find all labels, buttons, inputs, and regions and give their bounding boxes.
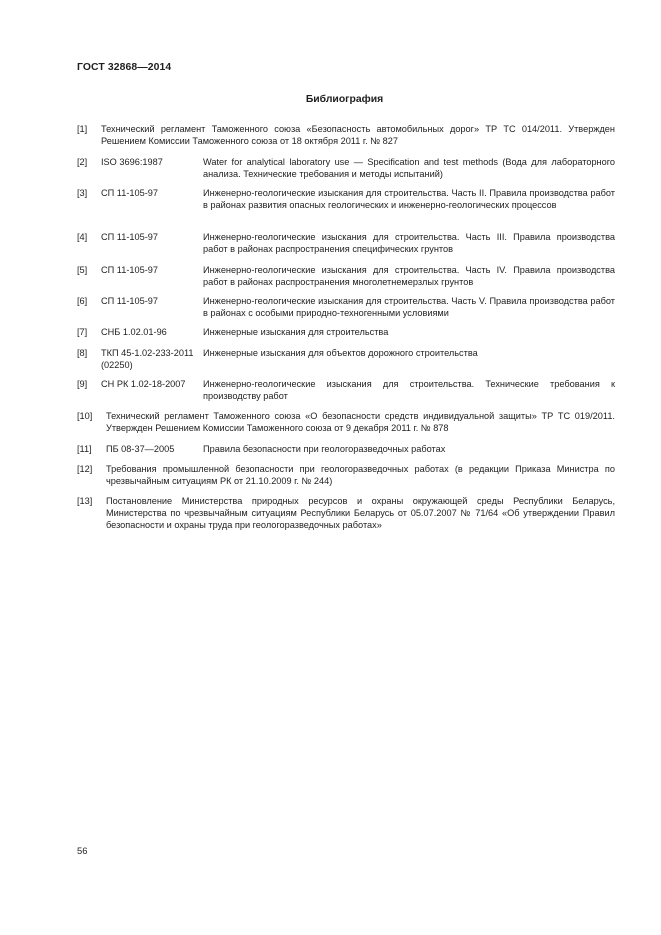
entry-number: [5] <box>77 265 88 275</box>
entry-text: Инженерные изыскания для объектов дорожного строительства <box>203 348 478 358</box>
page-title <box>0 94 661 105</box>
bibliography-entry <box>77 295 615 321</box>
entry-number: [10] <box>77 411 93 421</box>
entry-text: Water for analytical laboratory use — Specification and test methods (Вода для лабораторного анализа. Технические требования и методы испытаний) <box>203 157 615 180</box>
page-number: 56 <box>77 845 88 856</box>
bibliography-entry <box>77 410 615 436</box>
entry-number: [11] <box>77 444 92 454</box>
entry-code: СНБ 1.02.01-96 <box>101 327 167 337</box>
entry-code: СП 11-105-97 <box>101 232 158 242</box>
entry-code: ПБ 08-37—2005 <box>106 444 175 454</box>
entry-text: Инженерные изыскания для строительства <box>203 327 389 337</box>
bibliography-entry <box>77 378 615 404</box>
entry-text: Требования промышленной безопасности при геологоразведочных работах (в редакции Приказа Министра по чрезвычайным ситуациям РК от 21.10.2009 г. № 244) <box>106 464 615 487</box>
bibliography-entry <box>77 347 615 373</box>
entry-text: Инженерно-геологические изыскания для строительства. Часть III. Правила производства работ в районах распространения специфических грунтов <box>203 232 615 255</box>
entry-code: СП 11-105-97 <box>101 188 158 198</box>
entry-number: [3] <box>77 188 88 198</box>
bibliography-entry <box>77 326 615 340</box>
entry-text: Постановление Министерства природных ресурсов и охраны окружающей среды Республики Беларусь, Министерства по чрезвычайным ситуациям Республики Беларусь от 05.07.2007 № 71/64 «Об утверждении Правил безопасности и охраны труда при геологоразведочных работах» <box>106 496 615 531</box>
entry-number: [7] <box>77 327 88 337</box>
entry-code: СП 11-105-97 <box>101 265 158 275</box>
bibliography-entry <box>77 264 615 290</box>
bibliography-entry <box>77 495 615 533</box>
bibliography-entry <box>77 463 615 489</box>
entry-number: [4] <box>77 232 88 242</box>
entry-text: Инженерно-геологические изыскания для строительства. Часть II. Правила производства работ в районах развития опасных геологических и инженерно-геологических процессов <box>203 188 615 211</box>
entry-text: Правила безопасности при геологоразведочных работах <box>203 444 446 454</box>
entry-number: [12] <box>77 464 93 474</box>
entry-code: ISO 3696:1987 <box>101 157 163 167</box>
entry-text: Инженерно-геологические изыскания для строительства. Технические требования к производству работ <box>203 379 615 402</box>
entry-number: [13] <box>77 496 93 506</box>
entry-number: [8] <box>77 348 88 358</box>
document-header: ГОСТ 32868—2014 <box>77 62 172 73</box>
bibliography-entry <box>77 443 615 457</box>
bibliography-entry <box>77 156 615 182</box>
entry-code: СП 11-105-97 <box>101 296 158 306</box>
entry-code: СН РК 1.02-18-2007 <box>101 379 186 389</box>
entry-number: [2] <box>77 157 88 167</box>
entry-text: Технический регламент Таможенного союза «О безопасности средств индивидуальной защиты» ТР ТС 019/2011. Утвержден Решением Комиссии Таможенного союза от 9 декабря 2011 г. № 878 <box>106 411 615 434</box>
entry-text: Инженерно-геологические изыскания для строительства. Часть IV. Правила производства работ в районах распространения многолетнемерзлых грунтов <box>203 265 615 288</box>
entry-number: [9] <box>77 379 88 389</box>
bibliography-entry <box>77 187 615 225</box>
entry-number: [1] <box>77 124 88 134</box>
entry-text: Инженерно-геологические изыскания для строительства. Часть V. Правила производства работ в районах с особыми природно-техногенными условиями <box>203 296 615 319</box>
page-title-text: Библиография <box>305 94 384 105</box>
entry-text: Технический регламент Таможенного союза «Безопасность автомобильных дорог» ТР ТС 014/2011. Утвержден Решением Комиссии Таможенного союза от 18 октября 2011 г. № 827 <box>101 124 615 147</box>
entry-code: ТКП 45-1.02-233-2011 (02250) <box>101 348 194 371</box>
bibliography-entry <box>77 231 615 257</box>
bibliography-entry <box>77 123 615 149</box>
entry-number: [6] <box>77 296 88 306</box>
